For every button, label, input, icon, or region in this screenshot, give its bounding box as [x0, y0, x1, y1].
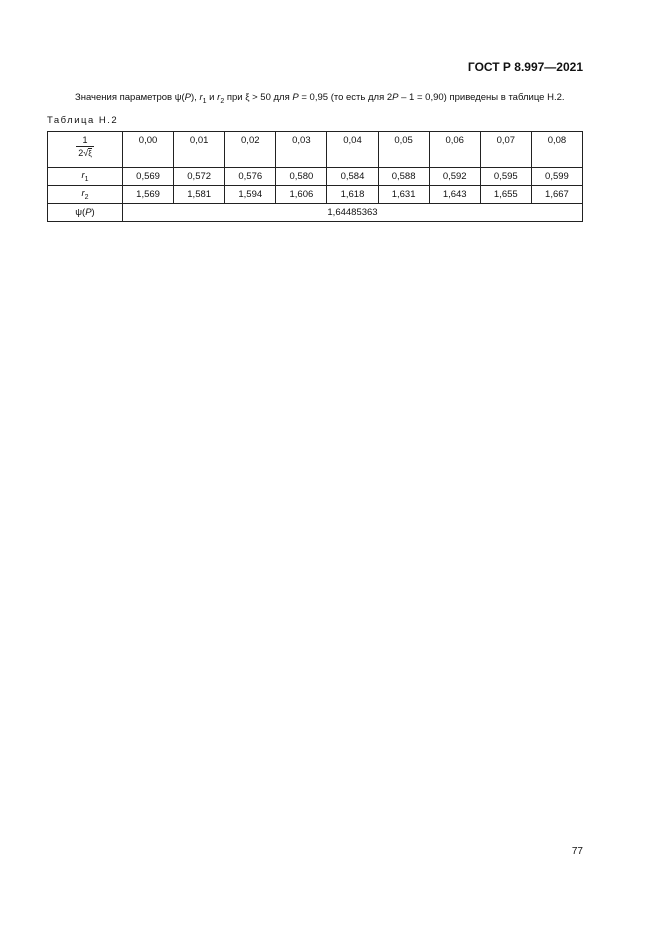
sqrt-icon: √ — [83, 148, 89, 158]
psi-label-part: ) — [91, 207, 95, 218]
column-header-cell: 0,00 — [123, 132, 174, 168]
intro-text-3: и — [206, 92, 218, 103]
row-label-cell — [48, 168, 123, 186]
fraction-formula — [76, 135, 94, 159]
column-header-cell: 0,01 — [174, 132, 225, 168]
den-prefix: 2 — [78, 148, 84, 158]
column-header-cell: 0,03 — [276, 132, 327, 168]
intro-var-p2: P — [292, 92, 299, 103]
table-row — [48, 186, 583, 204]
column-header-cell: 0,06 — [429, 132, 480, 168]
intro-var-p3: P — [392, 92, 399, 103]
column-header-cell: 0,07 — [480, 132, 531, 168]
page-number: 77 — [571, 846, 583, 857]
row-label-var: r — [81, 188, 85, 200]
table-cell: 0,595 — [480, 168, 531, 186]
table-cell: 0,592 — [429, 168, 480, 186]
fraction-denominator — [76, 147, 94, 159]
table-cell: 1,643 — [429, 186, 480, 204]
row-label-sub: 2 — [84, 193, 89, 201]
psi-label-cell — [48, 204, 123, 222]
table-header-row — [48, 132, 583, 168]
intro-var-r2: r — [217, 92, 221, 103]
intro-text-1: Значения параметров ψ( — [75, 92, 185, 103]
intro-paragraph — [75, 92, 583, 105]
row-label-sub: 1 — [84, 175, 89, 183]
table-cell: 0,569 — [123, 168, 174, 186]
column-header-cell: 0,02 — [225, 132, 276, 168]
psi-value-cell: 1,64485363 — [123, 204, 583, 222]
header-fraction-cell — [48, 132, 123, 168]
table-cell: 0,572 — [174, 168, 225, 186]
table-cell: 1,569 — [123, 186, 174, 204]
intro-sub-2: 2 — [220, 97, 225, 105]
table-cell: 0,584 — [327, 168, 378, 186]
intro-sub-1: 1 — [202, 97, 207, 105]
column-header-cell: 0,05 — [378, 132, 429, 168]
intro-var-r1: r — [199, 92, 203, 103]
psi-row — [48, 204, 583, 222]
data-table — [47, 131, 583, 222]
row-label-cell — [48, 186, 123, 204]
table-cell: 1,594 — [225, 186, 276, 204]
column-header-cell: 0,04 — [327, 132, 378, 168]
intro-text-6: – 1 = 0,90) приведены в таблице Н.2. — [398, 92, 565, 103]
table-cell: 1,581 — [174, 186, 225, 204]
table-caption: Таблица Н.2 — [47, 115, 119, 126]
intro-var-p: P — [184, 92, 192, 103]
fraction-numerator: 1 — [76, 135, 94, 147]
intro-text-5: = 0,95 (то есть для 2 — [298, 92, 393, 103]
table-cell: 0,588 — [378, 168, 429, 186]
column-header-cell: 0,08 — [531, 132, 582, 168]
table-cell: 0,599 — [531, 168, 582, 186]
table-cell: 1,618 — [327, 186, 378, 204]
table-cell: 1,655 — [480, 186, 531, 204]
psi-label-part: P — [85, 207, 92, 218]
intro-text-4: при ξ > 50 для — [224, 92, 293, 103]
table-cell: 0,576 — [225, 168, 276, 186]
row-label-var: r — [81, 170, 85, 182]
intro-text-2: ), — [191, 92, 200, 103]
table-row — [48, 168, 583, 186]
table-cell: 1,631 — [378, 186, 429, 204]
den-radicand: ξ — [88, 149, 92, 158]
table-cell: 0,580 — [276, 168, 327, 186]
psi-label-part: ψ( — [75, 207, 86, 218]
document-header: ГОСТ Р 8.997—2021 — [467, 60, 583, 74]
table-cell: 1,667 — [531, 186, 582, 204]
table-cell: 1,606 — [276, 186, 327, 204]
